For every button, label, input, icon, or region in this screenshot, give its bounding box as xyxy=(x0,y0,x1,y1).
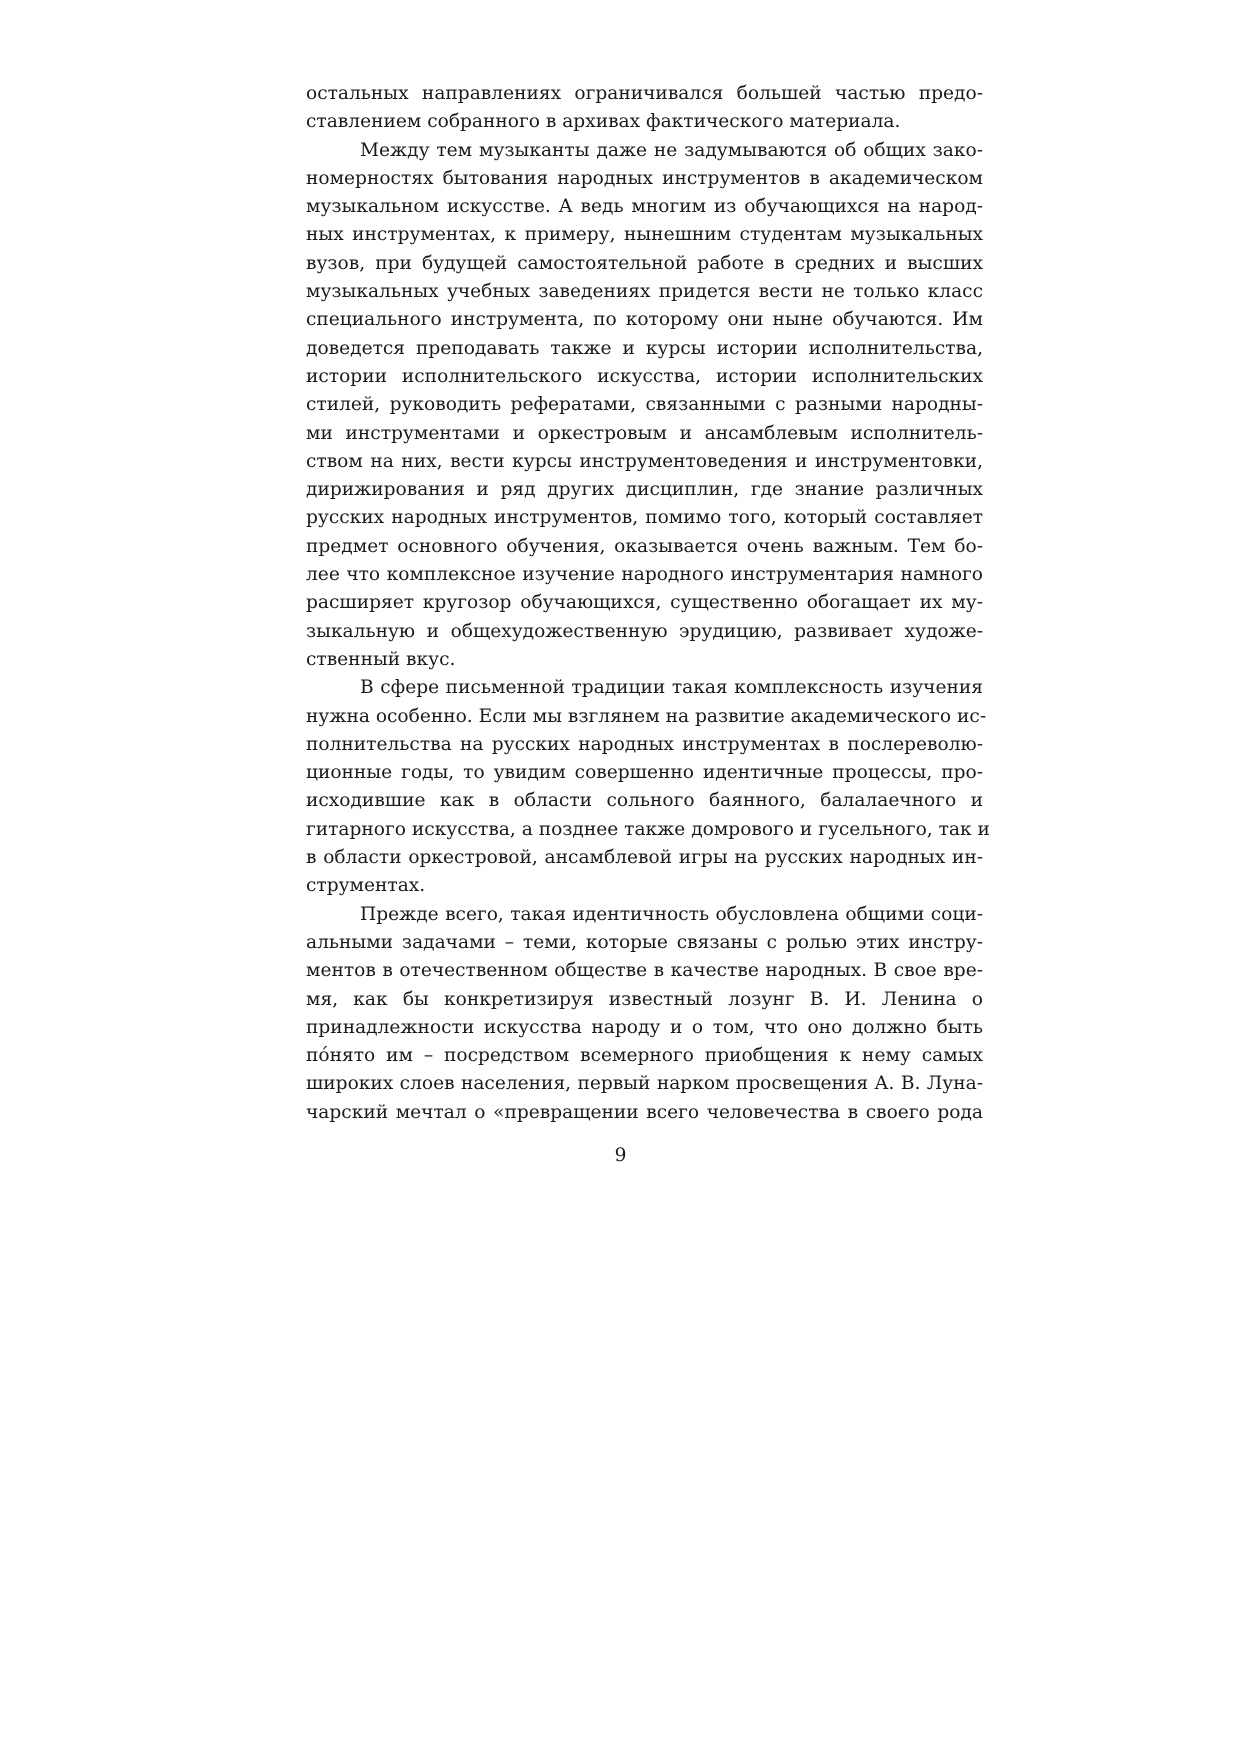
text-line: нужна особенно. Если мы взглянем на развитие академического ис- xyxy=(306,705,987,727)
text-line: ством на них, вести курсы инструментоведения и инструментовки, xyxy=(306,450,983,472)
text-line: ственный вкус. xyxy=(306,648,456,670)
text-line: доведется преподавать также и курсы истории исполнительства, xyxy=(306,337,983,359)
text-line: широких слоев населения, первый нарком просвещения А. В. Луна- xyxy=(306,1073,983,1095)
text-line: исходившие как в области сольного баянного, балалаечного и xyxy=(306,790,983,812)
text-line: принадлежности искусства народу и о том, что оно должно быть xyxy=(306,1016,983,1038)
page-number: 9 xyxy=(614,1145,627,1166)
text-line: ставлением собранного в архивах фактического материала. xyxy=(306,111,901,133)
text-line: ментов в отечественном обществе в качестве народных. В свое вре- xyxy=(306,960,983,982)
paragraph xyxy=(306,674,990,900)
text-line: расширяет кругозор обучающихся, существенно обогащает их му- xyxy=(306,592,983,614)
text-line: вузов, при будущей самостоятельной работе в средних и высших xyxy=(306,252,983,274)
text-line: стилей, руководить рефератами, связанными с разными народны- xyxy=(306,394,983,416)
text-line: ционные годы, то увидим совершенно идентичные процессы, про- xyxy=(306,762,983,784)
text-line: мя, как бы конкретизируя известный лозунг В. И. Ленина о xyxy=(306,988,983,1010)
text-line: Между тем музыканты даже не задумываются об общих зако- xyxy=(360,139,983,161)
text-line: музыкальном искусстве. А ведь многим из обучающихся на народ- xyxy=(306,196,983,218)
text-line: альными задачами – теми, которые связаны с ролью этих инстру- xyxy=(306,931,983,953)
text-line: музыкальных учебных заведениях придется вести не только класс xyxy=(306,281,983,303)
text-line: струментах. xyxy=(306,875,426,897)
text-line: лее что комплексное изучение народного инструментария намного xyxy=(306,564,983,586)
text-line: дирижирования и ряд других дисциплин, где знание различных xyxy=(306,479,983,501)
paragraph xyxy=(306,137,983,675)
text-line: остальных направлениях ограничивался большей частью предо- xyxy=(306,83,983,104)
text-line: ми инструментами и оркестровым и ансамблевым исполнитель- xyxy=(306,422,983,444)
text-line: ных инструментах, к примеру, нынешним студентам музыкальных xyxy=(306,224,983,246)
text-line: чарский мечтал о «превращении всего человечества в своего рода xyxy=(306,1101,983,1123)
text-line: предмет основного обучения, оказывается очень важным. Тем бо- xyxy=(306,535,983,557)
text-line: русских народных инструментов, помимо того, который составляет xyxy=(306,507,983,529)
text-line: В сфере письменной традиции такая комплексность изучения xyxy=(360,677,983,699)
text-line: полнительства на русских народных инструментах в послереволю- xyxy=(306,733,983,755)
text-line: Прежде всего, такая идентичность обусловлена общими соци- xyxy=(360,903,983,925)
text-line: истории исполнительского искусства, истории исполнительских xyxy=(306,365,983,387)
text-line: пóнято им – посредством всемерного приобщения к нему самых xyxy=(306,1045,983,1067)
text-line: зыкальную и общехудожественную эрудицию, развивает художе- xyxy=(306,620,983,642)
text-line: гитарного искусства, а позднее также домрового и гусельного, так и xyxy=(306,818,990,840)
text-line: в области оркестровой, ансамблевой игры на русских народных ин- xyxy=(306,847,983,869)
paragraph xyxy=(306,901,983,1127)
paragraph xyxy=(306,80,983,137)
text-line: номерностях бытования народных инструментов в академическом xyxy=(306,167,983,189)
text-line: специального инструмента, по которому они ныне обучаются. Им xyxy=(306,309,983,331)
body-text xyxy=(306,80,990,1127)
